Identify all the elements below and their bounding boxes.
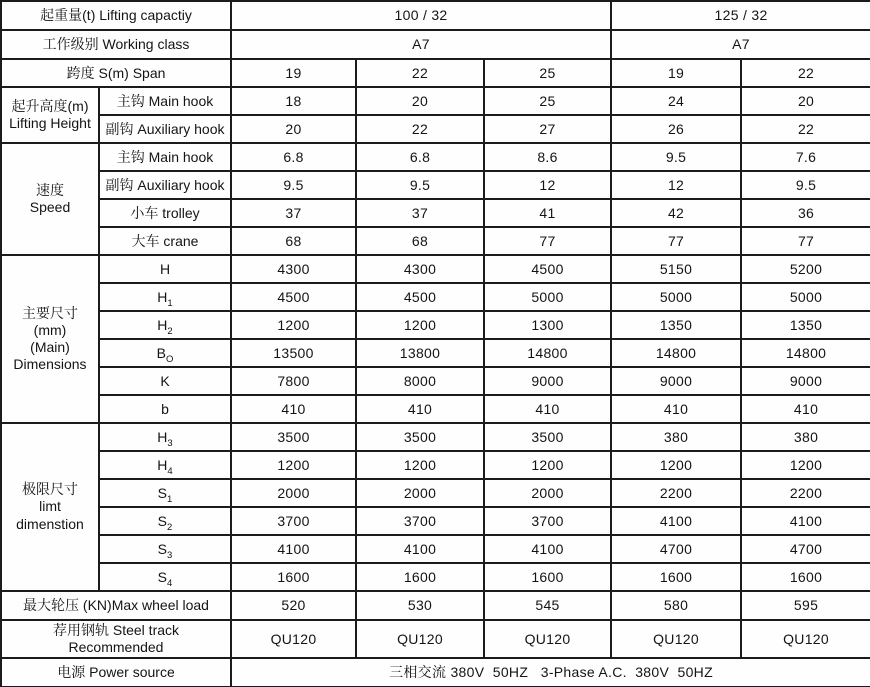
working-class-row-value-cell: A7 (231, 30, 611, 59)
section-row-limit-dimensions (1, 507, 870, 535)
span-row (1, 59, 870, 87)
value-cell: 380 (611, 423, 741, 451)
value-cell: 2200 (611, 479, 741, 507)
section-row-speed (1, 143, 870, 171)
param-label-cell (99, 423, 231, 451)
param-subscript: 4 (167, 465, 173, 477)
value-cell: 3500 (356, 423, 484, 451)
value-cell: 24 (611, 87, 741, 115)
value-cell: 77 (611, 227, 741, 255)
param-label-cell (99, 395, 231, 423)
param-label-cell (99, 535, 231, 563)
section-label-cell-main-dimensions (1, 255, 99, 423)
value-cell: 4300 (231, 255, 356, 283)
value-cell: 1600 (484, 563, 611, 591)
span-value-cell: 19 (611, 59, 741, 87)
wheel-load-value-cell: 520 (231, 591, 356, 620)
capacity-row-value-cell: 125 / 32 (611, 1, 870, 30)
value-cell: 37 (231, 199, 356, 227)
param-subscript: 2 (167, 325, 173, 337)
value-cell: 27 (484, 115, 611, 143)
param-label-cell: 副钩 Auxiliary hook (99, 115, 231, 143)
param-subscript: 4 (167, 577, 173, 589)
section-label-line: Dimensions (13, 356, 87, 373)
section-row-main-dimensions (1, 255, 870, 283)
value-cell: 410 (484, 395, 611, 423)
param-symbol: S (157, 484, 168, 501)
section-label-line: (mm) (33, 321, 67, 338)
param-subscript: O (165, 353, 174, 365)
value-cell: 13800 (356, 339, 484, 367)
section-row-speed (1, 227, 870, 255)
value-cell: 4500 (231, 283, 356, 311)
row-label-cell (1, 620, 231, 658)
value-cell: 4100 (611, 507, 741, 535)
value-cell: 68 (356, 227, 484, 255)
section-label-line: 速度 (36, 181, 64, 198)
param-label-cell (99, 283, 231, 311)
param-label-cell (99, 563, 231, 591)
span-value-cell: 22 (356, 59, 484, 87)
value-cell: 1600 (356, 563, 484, 591)
section-row-lifting-height (1, 115, 870, 143)
section-label-line: 极限尺寸 (22, 481, 78, 498)
value-cell: 3700 (484, 507, 611, 535)
steel-track-value-cell: QU120 (231, 620, 356, 658)
value-cell: 77 (484, 227, 611, 255)
value-cell: 2000 (231, 479, 356, 507)
section-label-line: Speed (29, 199, 71, 215)
value-cell: 14800 (484, 339, 611, 367)
value-cell: 1200 (741, 451, 870, 479)
value-cell: 68 (231, 227, 356, 255)
value-cell: 5200 (741, 255, 870, 283)
wheel-load-value-cell: 580 (611, 591, 741, 620)
param-label-cell (99, 451, 231, 479)
param-label-cell (99, 339, 231, 367)
value-cell: 4300 (356, 255, 484, 283)
value-cell: 36 (741, 199, 870, 227)
section-label-cell-limit-dimensions (1, 423, 99, 591)
value-cell: 9.5 (611, 143, 741, 171)
value-cell: 4100 (231, 535, 356, 563)
wheel-load-value-cell: 595 (741, 591, 870, 620)
working-class-row (1, 30, 870, 59)
value-cell: 22 (741, 115, 870, 143)
param-label-cell (99, 255, 231, 283)
span-value-cell: 22 (741, 59, 870, 87)
power-row (1, 658, 870, 687)
section-row-limit-dimensions (1, 423, 870, 451)
param-symbol: H (157, 316, 168, 333)
span-value-cell: 25 (484, 59, 611, 87)
value-cell: 7.6 (741, 143, 870, 171)
section-row-limit-dimensions (1, 451, 870, 479)
steel-track-value-cell: QU120 (356, 620, 484, 658)
value-cell: 1200 (356, 311, 484, 339)
value-cell: 3500 (484, 423, 611, 451)
param-symbol: S (157, 540, 168, 557)
value-cell: 2000 (356, 479, 484, 507)
value-cell: 4500 (356, 283, 484, 311)
value-cell: 4100 (741, 507, 870, 535)
section-row-main-dimensions (1, 339, 870, 367)
param-label-cell: 主钩 Main hook (99, 87, 231, 115)
param-symbol: B (156, 344, 166, 361)
section-label-cell-speed (1, 143, 99, 255)
capacity-row-value-cell: 100 / 32 (231, 1, 611, 30)
param-symbol: H (157, 428, 168, 445)
power-value-cell: 三相交流 380V 50HZ 3-Phase A.C. 380V 50HZ (231, 658, 870, 687)
row-label-cell: 跨度 S(m) Span (1, 59, 231, 87)
value-cell: 6.8 (231, 143, 356, 171)
value-cell: 42 (611, 199, 741, 227)
value-cell: 8000 (356, 367, 484, 395)
value-cell: 410 (741, 395, 870, 423)
value-cell: 37 (356, 199, 484, 227)
section-row-limit-dimensions (1, 479, 870, 507)
span-value-cell: 19 (231, 59, 356, 87)
param-symbol: H (157, 288, 168, 305)
value-cell: 25 (484, 87, 611, 115)
value-cell: 1200 (484, 451, 611, 479)
value-cell: 9000 (484, 367, 611, 395)
param-subscript: 2 (167, 521, 173, 533)
param-symbol: H (159, 260, 171, 277)
param-label-cell: 主钩 Main hook (99, 143, 231, 171)
param-label-cell (99, 311, 231, 339)
value-cell: 4700 (741, 535, 870, 563)
value-cell: 9000 (741, 367, 870, 395)
working-class-row-value-cell: A7 (611, 30, 870, 59)
row-label-cell: 工作级别 Working class (1, 30, 231, 59)
value-cell: 5150 (611, 255, 741, 283)
section-row-main-dimensions (1, 311, 870, 339)
param-label-cell: 小车 trolley (99, 199, 231, 227)
section-row-main-dimensions (1, 367, 870, 395)
value-cell: 410 (231, 395, 356, 423)
capacity-row (1, 1, 870, 30)
section-label-cell-lifting-height (1, 87, 99, 143)
value-cell: 22 (356, 115, 484, 143)
value-cell: 12 (484, 171, 611, 199)
value-cell: 18 (231, 87, 356, 115)
value-cell: 1200 (611, 451, 741, 479)
section-label-line: limt (39, 498, 61, 515)
section-row-main-dimensions (1, 283, 870, 311)
value-cell: 5000 (741, 283, 870, 311)
wheel-load-value-cell: 545 (484, 591, 611, 620)
section-label-line: (Main) (30, 339, 70, 355)
value-cell: 4100 (356, 535, 484, 563)
value-cell: 5000 (611, 283, 741, 311)
value-cell: 41 (484, 199, 611, 227)
value-cell: 1200 (356, 451, 484, 479)
value-cell: 7800 (231, 367, 356, 395)
param-label-cell (99, 479, 231, 507)
value-cell: 2000 (484, 479, 611, 507)
value-cell: 9.5 (356, 171, 484, 199)
param-symbol: H (157, 456, 168, 473)
value-cell: 1600 (611, 563, 741, 591)
value-cell: 1200 (231, 451, 356, 479)
section-row-main-dimensions (1, 395, 870, 423)
steel-track-value-cell: QU120 (611, 620, 741, 658)
steel-track-value-cell: QU120 (484, 620, 611, 658)
row-label-cell: 电源 Power source (1, 658, 231, 687)
value-cell: 14800 (741, 339, 870, 367)
param-subscript: 1 (167, 297, 173, 309)
section-row-limit-dimensions (1, 535, 870, 563)
value-cell: 12 (611, 171, 741, 199)
wheel-load-row (1, 591, 870, 620)
value-cell: 14800 (611, 339, 741, 367)
section-row-lifting-height (1, 87, 870, 115)
steel-track-row (1, 620, 870, 658)
value-cell: 1200 (231, 311, 356, 339)
section-label-line: 起升高度(m) (11, 97, 89, 114)
param-subscript: 1 (167, 493, 173, 505)
wheel-load-value-cell: 530 (356, 591, 484, 620)
value-cell: 4700 (611, 535, 741, 563)
param-subscript: 3 (167, 437, 173, 449)
param-symbol: K (160, 372, 170, 389)
section-row-speed (1, 171, 870, 199)
value-cell: 1350 (611, 311, 741, 339)
param-label-cell: 副钩 Auxiliary hook (99, 171, 231, 199)
param-symbol: b (161, 400, 169, 417)
value-cell: 1350 (741, 311, 870, 339)
value-cell: 1300 (484, 311, 611, 339)
value-cell: 4500 (484, 255, 611, 283)
value-cell: 6.8 (356, 143, 484, 171)
value-cell: 4100 (484, 535, 611, 563)
value-cell: 77 (741, 227, 870, 255)
param-label-cell (99, 507, 231, 535)
value-cell: 410 (611, 395, 741, 423)
row-label-cell: 起重量(t) Lifting capactiy (1, 1, 231, 30)
steel-track-label-line: Recommended (68, 639, 164, 655)
param-symbol: S (157, 568, 168, 585)
steel-track-label-line: 荐用钢轨 Steel track (52, 622, 180, 639)
value-cell: 26 (611, 115, 741, 143)
param-subscript: 3 (167, 549, 173, 561)
value-cell: 380 (741, 423, 870, 451)
value-cell: 1600 (741, 563, 870, 591)
value-cell: 9.5 (741, 171, 870, 199)
section-label-line: 主要尺寸 (22, 304, 78, 321)
value-cell: 9000 (611, 367, 741, 395)
value-cell: 1600 (231, 563, 356, 591)
section-label-line: dimenstion (16, 515, 84, 532)
value-cell: 3500 (231, 423, 356, 451)
value-cell: 8.6 (484, 143, 611, 171)
value-cell: 9.5 (231, 171, 356, 199)
row-label-cell: 最大轮压 (KN)Max wheel load (1, 591, 231, 620)
value-cell: 13500 (231, 339, 356, 367)
value-cell: 3700 (356, 507, 484, 535)
value-cell: 5000 (484, 283, 611, 311)
value-cell: 20 (356, 87, 484, 115)
param-symbol: S (157, 512, 168, 529)
value-cell: 410 (356, 395, 484, 423)
steel-track-value-cell: QU120 (741, 620, 870, 658)
section-row-limit-dimensions (1, 563, 870, 591)
value-cell: 3700 (231, 507, 356, 535)
param-label-cell (99, 367, 231, 395)
value-cell: 20 (231, 115, 356, 143)
value-cell: 2200 (741, 479, 870, 507)
param-label-cell: 大车 crane (99, 227, 231, 255)
section-row-speed (1, 199, 870, 227)
value-cell: 20 (741, 87, 870, 115)
section-label-line: Lifting Height (9, 115, 91, 131)
